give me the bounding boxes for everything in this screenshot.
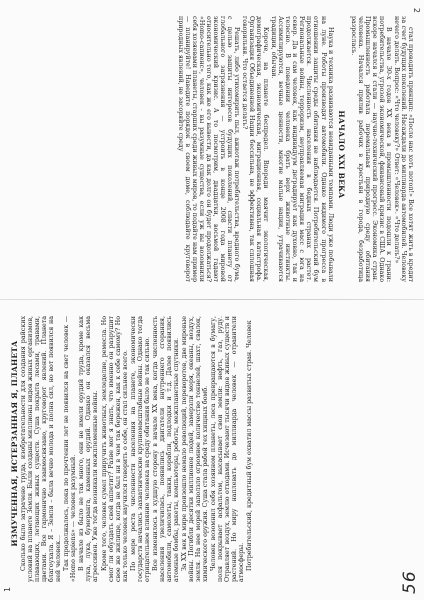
left-paragraph: Так продолжалось, пока по прочтении лет не появился на свет человек — «Homo sapiens» — человек разумный.: [63, 316, 78, 582]
left-paragraph: По мере роста численности населения на планете, экономически государств начались захватнические крупномасштабные войны. Однако тогда отрицательное влияние человека на среду обитания было не так сильно.: [129, 316, 151, 582]
left-paragraph: За XX век в мире произошло немало революций, переворотов, две мировые войны. Погибли десятки миллионов людей, замерзли моря, океаны, воздух, земля. На нее морей заползло огромное количество тоннелей, шахт, свалок, химического оружия. Суша стала рабой тех хищных бомб.: [181, 316, 210, 582]
left-paragraph: Кроме того, человек сумел приручить животных, земледелие, ремесла. Но смог ли обуздать свой аппетит? Разве мог я знать, что именно он разрушит свое же жилище, когда не был ни в чем так бережен, как к себе самому? Но как только человек научился говорить о себе, он стал сильнее всего.: [100, 316, 129, 582]
right-paragraph: Короче, на планете беспредел. Впереди маячит экологическая, демографическая, экономическая, миграционная, социальная катастрофа. Организация Объединенной Нации бессильна, не эффективна, так сплошная говорильня. Что остается делать?: [241, 16, 270, 282]
left-text-column: [10, 316, 414, 582]
right-text-column: [10, 16, 414, 282]
page-number-left: 1: [3, 586, 12, 592]
right-paragraph: В начале 30-х годов XX века в промышленности подошли к грани: потребительства, угрозой экономической, финансовый кризис в США. Однако вскоре начался и стали — научно-технический прогресс. Экономика стран. Промышленность работала перемалывая природную среду обитания человека. Начался прилив рабочих в крестьян в города, безработица разрослась.: [349, 16, 392, 282]
handwritten-page-mark: 56: [400, 570, 420, 594]
left-paragraph: Потребительский, кредитный бум охватил массы развитых стран. Человек: [246, 320, 254, 571]
section-title: НАЧАЛО XXI ВЕКА: [336, 110, 346, 199]
left-paragraph: Сколько было затрачено труда, изобретательности для создания райских условий на планете Земля. Были созданы миллионы видов живых организмов, плавающих, летающих живых существ. Суша покрыта лесами, травами, цветами. Все гармонично взаимосвязано, круговорот явлений. Планета благоухала. Я – Земля – была вечно молода и полна сил, но вот появился на ней человек...: [20, 316, 63, 582]
left-page: [0, 300, 424, 600]
right-paragraph: Решать, либо утихомирить пыл, ажиотаж потребительства, вредного бума, с целью защиты интересов будущих поколений, спасти планету от глобального загрязнения — устроить в конце 2008 года мировой экономический кризис. А то посмотрим, двадцатки, восьмой гадают относительно того, как же его вывести, да как долго он будет продолжаться? «Homo-сапиенс», человек - вы разумные существа, если уж вы возомнили себя хозяевами планеты, старших среди живых миров, то подайте нам пример — планируйте! Наведите порядок в своем доме, соблюдайте круговорот природных явлений, не засоряйте среду: [176, 16, 240, 282]
right-paragraph: стал проводить принцип: «После нас хоть потоп!» Все хотят жить в кредит за счет будущих поколений. Насаждали до миллиарда автомобилей. Человеку нечего делать. Вопрос: «Что человеку?» Ответ: «Человек». «Что делать?»: [392, 16, 414, 282]
article-title: ИЗМУЧЕННАЯ, ИСТЕРЗАННАЯ Я, ПЛАНЕТА: [10, 340, 19, 547]
left-paragraph: В начале из было не так много, они не имели орудий труда, кроме как лука, лука, бумеранга, каменных орудий. Однако он оказался весьма агрессивен. Уже тогда возникали межплеменные войны.: [78, 316, 100, 582]
left-paragraph: Человек возомнил себя хозяином планеты, леса превращаются в бумагу, поля покрывает асфальтом, высасывает свои земли: нефть, газ, руду. Отравляет воздух, землю отходами. Исчезают тысячи видов живых существ и растений. Но миру наплевать до миллиарда человек — отравители атмосферы.: [210, 316, 246, 582]
page-number-right: 2: [412, 8, 421, 14]
right-paragraph: Наука и техника развиваются невиданными темпами. Люди уже побывали на луне. Роботы производят автомобили. Однако видимого прогресса в отношении защиты среды обитания не наблюдается. Потребительский бум продолжается. Численность населения в бедных странах растет. Региональные войны, терроризм, неуправляемая миграция масс с юга на север. Да и сам человек, как индивидуум деградирует как духовно, так и телесно. В поведении человека брать верх животные инстинкты. Ассимилируются, вечные ценности, многие малые нации, утрачиваются традиции, обычаи.: [270, 16, 334, 282]
left-paragraph: Все изменилось в худшую сторону в начале XX века, когда численность населения увеличилась, появились двигатели внутреннего сгорания, автомобили, самолеты, танки, корабли, подлодки и т.д. Далее появились атомные бомбы, ракеты, компьютеры, роботы, межпланетные спутники.: [151, 316, 180, 582]
